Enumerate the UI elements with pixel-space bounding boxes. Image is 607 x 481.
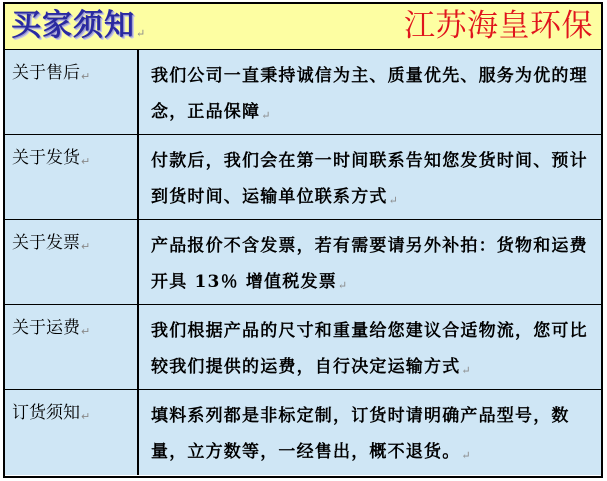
notice-row-shipping	[5, 135, 601, 220]
notice-rows	[5, 50, 601, 476]
row-label-text: 关于售后	[12, 63, 80, 83]
row-label	[5, 135, 139, 219]
paragraph-mark-icon: ↵	[81, 155, 91, 168]
paragraph-mark-icon: ↵	[461, 449, 471, 462]
paragraph-mark-icon: ↵	[136, 27, 146, 40]
notice-title-text: 买家须知	[11, 8, 135, 43]
row-text	[139, 135, 601, 219]
row-label-text: 关于发货	[12, 148, 80, 168]
paragraph-mark-icon: ↵	[261, 109, 271, 122]
row-text	[139, 390, 601, 475]
paragraph-mark-icon: ↵	[337, 279, 348, 292]
row-text-content: 填料系列都是非标定制，订货时请明确产品型号，数量，立方数等，一经售出，概不退货。	[151, 406, 570, 462]
notice-header	[5, 4, 601, 50]
row-label	[5, 50, 139, 134]
paragraph-mark-icon: ↵	[388, 194, 398, 207]
row-label	[5, 220, 139, 304]
notice-row-after-sales	[5, 50, 601, 135]
brand-name: 江苏海皇环保	[404, 8, 593, 44]
notice-title	[11, 7, 145, 53]
row-label	[5, 390, 139, 475]
buyer-notice-table	[3, 2, 603, 478]
row-label	[5, 305, 139, 389]
paragraph-mark-icon: ↵	[81, 240, 91, 253]
row-label-text: 关于发票	[12, 233, 80, 253]
paragraph-mark-icon: ↵	[81, 325, 91, 338]
notice-row-invoice	[5, 220, 601, 305]
row-text-content: 我们根据产品的尺寸和重量给您建议合适物流，您可比较我们提供的运费，自行决定运输方式	[151, 321, 588, 377]
row-text	[139, 220, 601, 304]
row-label-text: 订货须知	[12, 403, 80, 423]
paragraph-mark-icon: ↵	[461, 364, 471, 377]
notice-row-ordering	[5, 390, 601, 475]
row-text	[139, 50, 601, 134]
paragraph-mark-icon: ↵	[81, 410, 91, 423]
row-text	[139, 305, 601, 389]
row-text-content: 产品报价不含发票，若有需要请另外补拍：货物和运费开具 13％ 增值税发票	[151, 236, 588, 292]
paragraph-mark-icon: ↵	[81, 70, 91, 83]
row-label-text: 关于运费	[12, 318, 80, 338]
row-text-content: 付款后，我们会在第一时间联系告知您发货时间、预计到货时间、运输单位联系方式	[151, 151, 588, 207]
row-text-content: 我们公司一直秉持诚信为主、质量优先、服务为优的理念，正品保障	[151, 66, 588, 122]
notice-row-freight	[5, 305, 601, 390]
